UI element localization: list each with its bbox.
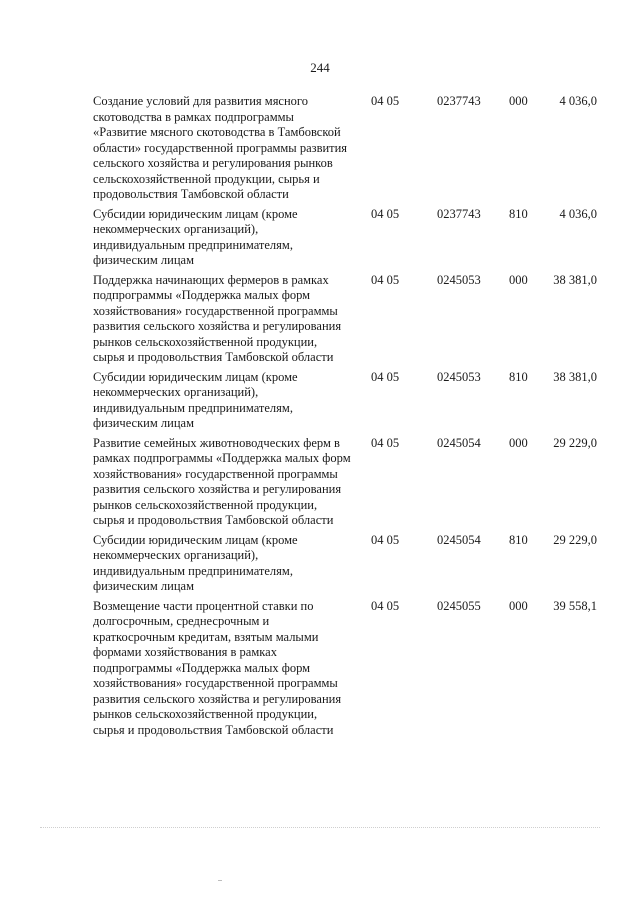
row-target-code: 0245053 <box>437 369 481 384</box>
row-amount: 38 381,0 <box>553 369 597 384</box>
row-section-code: 04 05 <box>371 272 400 287</box>
table-row <box>93 599 597 743</box>
table-row <box>93 533 597 599</box>
row-target-code: 0237743 <box>437 206 481 221</box>
row-name: Развитие семейных животноводческих ферм в рамках подпрограммы «Поддержка малых форм хозяйствования» государственной программы развития сельского хозяйства и регулирования рынков сельскохозяйственной продукции, сырья и продовольствия Тамбовской области <box>93 435 351 527</box>
row-section-code: 04 05 <box>371 598 400 613</box>
page-number: 244 <box>310 60 330 75</box>
row-name: Поддержка начинающих фермеров в рамках подпрограммы «Поддержка малых форм хозяйствования» государственной программы развития сельского хозяйства и регулирования рынков сельскохозяйственной продукции, сырья и продовольствия Тамбовской области <box>93 272 342 364</box>
row-amount: 38 381,0 <box>553 272 597 287</box>
row-expense-type: 000 <box>509 272 528 287</box>
row-expense-type: 000 <box>509 598 528 613</box>
row-target-code: 0237743 <box>437 94 481 108</box>
row-section-code: 04 05 <box>371 435 400 450</box>
row-section-code: 04 05 <box>371 206 400 221</box>
row-expense-type: 000 <box>509 435 528 450</box>
row-expense-type: 810 <box>509 206 528 221</box>
table-row <box>93 273 597 370</box>
row-target-code: 0245053 <box>437 272 481 287</box>
row-name: Субсидии юридическим лицам (кроме некоммерческих организаций), индивидуальным предпринимателям, физическим лицам <box>93 532 298 593</box>
row-target-code: 0245054 <box>437 532 481 547</box>
row-target-code: 0245055 <box>437 598 481 613</box>
row-section-code: 04 05 <box>371 532 400 547</box>
row-amount: 29 229,0 <box>553 435 597 450</box>
row-name: Создание условий для развития мясного скотоводства в рамках подпрограммы «Развитие мясного скотоводства в Тамбовской области» государственной программы развития сельского хозяйства и регулирования рынков сельскохозяйственной продукции, сырья и продовольствия Тамбовской области <box>93 94 348 201</box>
row-section-code: 04 05 <box>371 94 400 108</box>
row-expense-type: 000 <box>509 94 528 108</box>
table-row <box>93 370 597 436</box>
row-name: Субсидии юридическим лицам (кроме некоммерческих организаций), индивидуальным предпринимателям, физическим лицам <box>93 206 298 267</box>
row-section-code: 04 05 <box>371 369 400 384</box>
row-amount: 4 036,0 <box>559 206 597 221</box>
row-expense-type: 810 <box>509 532 528 547</box>
table-row <box>93 94 597 207</box>
row-name: Возмещение части процентной ставки по долгосрочным, среднесрочным и краткосрочным кредитам, взятым малыми формами хозяйствования в рамках подпрограммы «Поддержка малых форм хозяйствования» государственной программы развития сельского хозяйства и регулирования рынков сельскохозяйственной продукции, сырья и продовольствия Тамбовской области <box>93 598 342 737</box>
table-row <box>93 436 597 533</box>
row-expense-type: 810 <box>509 369 528 384</box>
row-amount: 29 229,0 <box>553 532 597 547</box>
budget-table <box>93 94 597 742</box>
row-amount: 39 558,1 <box>553 598 597 613</box>
footer-divider <box>40 827 600 832</box>
row-name: Субсидии юридическим лицам (кроме некоммерческих организаций), индивидуальным предпринимателям, физическим лицам <box>93 369 298 430</box>
row-amount: 4 036,0 <box>559 94 597 108</box>
row-target-code: 0245054 <box>437 435 481 450</box>
table-row <box>93 207 597 273</box>
footer-mark <box>218 880 222 881</box>
